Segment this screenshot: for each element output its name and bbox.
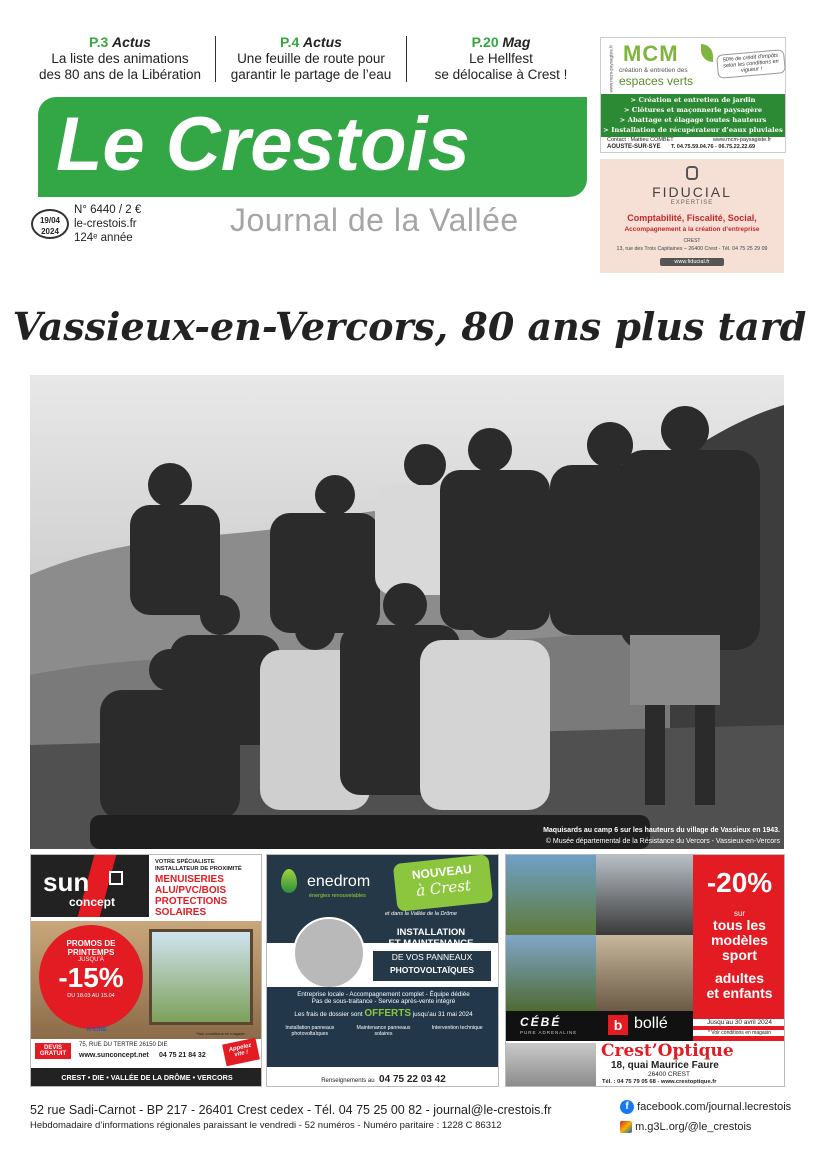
maintenance-icon: Maintenance panneaux solaires [356,1025,411,1037]
optique-address: 18, quai Maurice Faure [611,1060,719,1071]
enedrom-info [267,1069,499,1087]
sun-brand1: sun [43,867,90,897]
teaser-section: Actus [303,34,342,50]
sun-call-badge: Appelez vite ! [222,1038,260,1067]
teaser-page: P.3 [89,34,109,50]
fiducial-city: CREST [683,238,701,244]
optique-discount: -20% [706,867,773,898]
mcm-service-item: > Création et entretien de jardin [630,96,756,104]
optique-l2: modèles [711,932,768,948]
enedrom-line2: Pas de sous-traitance - Service après-vente intégré [311,998,456,1005]
optique-shop-photo [506,1043,596,1087]
optique-city: 26400 CREST [648,1071,690,1078]
optique-photo-2 [596,855,693,935]
mcm-phones: T. 04.75.59.04.76 - 06.75.22.22.69 [671,144,756,150]
main-photo[interactable] [30,375,784,849]
enedrom-fees-post: jusqu’au 31 mai 2024 [412,1011,473,1018]
enedrom-fees-pre: Les frais de dossier sont [294,1011,363,1018]
enedrom-heading [367,927,495,949]
sun-products [155,874,227,918]
optique-l3: sport [722,947,757,963]
sun-intro [155,859,242,873]
main-headline[interactable]: Vassieux-en-Vercors, 80 ans plus tard [12,304,807,349]
teaser-text: Le Hellfest [469,51,533,66]
optique-l5: et enfants [706,985,773,1001]
fiducial-address: 13, rue des Trois Capitaines – 26400 Crest - Tél. 04 75 25 29 09 [616,246,768,252]
flame-icon [281,869,297,893]
facebook-icon: f [620,1100,634,1114]
maquisards-photo [30,375,784,849]
teaser-p3[interactable] [30,34,210,83]
mcm-service-item: > Abattage et élagage toutes hauteurs [619,116,767,124]
teaser-text: garantir le partage de l’eau [230,67,392,82]
optique-promo [693,855,785,1041]
mcm-credit: 50% de crédit d’impôts selon les conditions en vigueur ! [716,49,786,79]
sun-dates: DU 18.03 AU 15.04 [67,993,115,999]
van-icon: Intervention technique [431,1025,483,1031]
sun-product: PROTECTIONS [155,896,228,907]
enedrom-h1: INSTALLATION [396,927,466,938]
optique-l4: adultes [714,970,764,986]
enedrom-people [293,917,365,989]
sun-promo2: PRINTEMPS [67,948,115,957]
enedrom-icons [267,1025,499,1037]
enedrom-h2: ET MAINTENANCE [388,938,474,949]
optique-until: Jusqu’au 30 avril 2024 [693,1019,785,1026]
enedrom-badge1: NOUVEAU [411,861,473,883]
optique-photo-3 [506,935,596,1011]
optique-conditions: * Voir conditions en magasin [693,1030,785,1036]
mcm-service-item: > Clôtures et maçonnerie paysagère [623,106,763,114]
sun-intro-line: VOTRE SPÉCIALISTE [155,859,215,865]
optique-photo-1 [506,855,596,935]
ad-enedrom[interactable] [266,854,499,1087]
teaser-page: P.4 [280,34,300,50]
issue-meta [74,203,141,245]
sun-promo-circle [39,925,143,1029]
issue-date-badge [31,209,69,239]
teaser-text: des 80 ans de la Libération [38,67,202,82]
enedrom-fees [267,1008,499,1019]
other-text: m.g3L.org/@le_crestois [635,1121,752,1133]
enedrom-info-pre: Renseignements au [321,1078,375,1084]
sun-product: ALU/PVC/BOIS [155,885,227,896]
enedrom-line1: Entreprise locale - Accompagnement complet - Équipe dédiée [297,991,470,998]
sun-address: 75, RUE DU TERTRE 26150 DIE [79,1042,168,1048]
issue-date-year: 2024 [41,227,59,236]
enedrom-badge [393,854,493,912]
fiducial-services: Comptabilité, Fiscalité, Social, [627,213,757,223]
sun-upto: JUSQU’À [78,957,104,963]
teaser-p4[interactable] [221,34,401,83]
photo-credit: © Musée départemental de la Résistance du Vercors - Vassieux-en-Vercors [545,838,780,845]
mcm-location: AOUSTE-SUR-SYE [607,144,661,150]
issue-site[interactable]: le-crestois.fr [74,218,137,230]
mcm-site: www.mcm-paysagiste.fr [713,137,772,143]
sun-discount: -15% [58,962,124,993]
footer-address: 52 rue Sadi-Carnot - BP 217 - 26401 Crest cedex - Tél. 04 75 25 00 82 - journal@le-crestois.fr [30,1103,552,1117]
mcm-site-vertical: www.mcm-paysagiste.fr [608,44,614,93]
facebook-text: facebook.com/journal.lecrestois [637,1101,792,1113]
sun-product: SOLAIRES [155,907,207,918]
mcm-services [601,94,785,137]
sun-logo-block [31,855,149,917]
issue-date-day: 19/04 [39,216,61,225]
photo-caption: Maquisards au camp 6 sur les hauteurs du village de Vassieux en 1943. [543,827,780,834]
fiducial-accomp: Accompagnement à la création d’entreprise [624,226,760,233]
other-link[interactable] [620,1117,791,1137]
enedrom-h3: DE VOS PANNEAUX [391,952,473,962]
ad-fiducial[interactable] [600,159,784,273]
sun-brand2: concept [69,895,116,909]
teaser-section: Mag [502,34,531,50]
teaser-text: La liste des animations [51,51,189,66]
optique-on: sur [733,909,746,918]
social-links [620,1097,791,1137]
house-icon [109,871,123,885]
issue-year: 124ᵉ année [74,232,133,244]
enedrom-phone[interactable]: 04 75 22 03 42 [379,1074,446,1085]
sun-phone[interactable]: 04 75 21 84 32 [159,1052,206,1059]
enedrom-body [267,987,499,1067]
divider [406,36,407,82]
teaser-text: se délocalise à Crest ! [434,67,568,82]
sun-window [149,929,253,1025]
mcm-contact: Contact : Mattieu COMBET [607,137,674,143]
mcm-tagline2: espaces verts [619,74,694,88]
teaser-text: Une feuille de route pour [237,51,385,66]
footer [30,1103,552,1133]
ad-mcm-paysagiste[interactable] [600,37,786,153]
divider [215,36,216,82]
ad-crest-optique[interactable] [505,854,785,1087]
mcm-service-item: > Installation de récupérateur d’eaux pluviales [603,126,783,134]
bolle-logo-icon: b [608,1015,628,1035]
optique-photo-4 [596,935,693,1011]
fiducial-site[interactable]: www.fiducial.fr [660,258,724,266]
optique-contact[interactable]: Tél. : 04 75 79 05 68 - www.crestoptique.fr [602,1079,717,1085]
sun-towns: CREST • DIE • VALLÉE DE LA DRÔME • VERCORS [31,1068,262,1087]
teaser-page: P.20 [471,34,499,50]
sun-site[interactable]: www.sunconcept.net [79,1052,149,1059]
enedrom-brand: enedrom [307,873,371,890]
footer-info: Hebdomadaire d’informations régionales paraissant le vendredi - 52 numéros - Numéro paritaire : 1228 C 86312 [30,1120,502,1131]
facebook-link[interactable] [620,1097,791,1117]
enedrom-brand-sub: énergies renouvelables [309,893,366,899]
fiducial-sub: EXPERTISE [670,200,714,206]
bolle-brand: bollé [634,1015,668,1032]
issue-number: N° 6440 / 2 € [74,204,142,216]
masthead-title[interactable]: Le Crestois [56,102,470,187]
sun-partner: K-LINE [87,1027,107,1033]
sun-devis: DEVIS GRATUIT [35,1043,71,1059]
teaser-p20[interactable] [411,34,591,83]
mcm-tagline: création & entretien des [619,67,688,74]
optique-shop: Crest’Optique [601,1041,734,1061]
cebe-sub: PURE ADRENALINE [520,1030,578,1035]
sun-conditions: *Voir conditions en magasin [196,1031,246,1036]
mcm-logo: MCM [623,41,679,66]
sun-intro-line: INSTALLATEUR DE PROXIMITÉ [155,866,242,872]
enedrom-h4: PHOTOVOLTAÏQUES [389,965,475,975]
cebe-brand: CÉBÉ [520,1015,562,1029]
sun-promo1: PROMOS DE [66,939,116,948]
enedrom-heading-box [373,951,491,981]
sun-product: MENUISERIES [155,874,224,885]
enedrom-badge2: à Crest [415,876,472,900]
optique-l1: tous les [713,917,766,933]
masthead-subtitle: Journal de la Vallée [230,202,519,238]
fiducial-logo-icon [686,166,698,180]
enedrom-fees-word: OFFERTS [364,1008,412,1019]
enedrom-badge-sub: et dans la Vallée de la Drôme [385,911,457,917]
fiducial-brand: FIDUCIAL [652,184,732,200]
social-icon [620,1121,632,1133]
panel-icon: Installation panneaux photovoltaïques [285,1025,335,1037]
ad-sun-concept[interactable] [30,854,262,1087]
teaser-section: Actus [112,34,151,50]
leaf-icon [701,44,713,62]
